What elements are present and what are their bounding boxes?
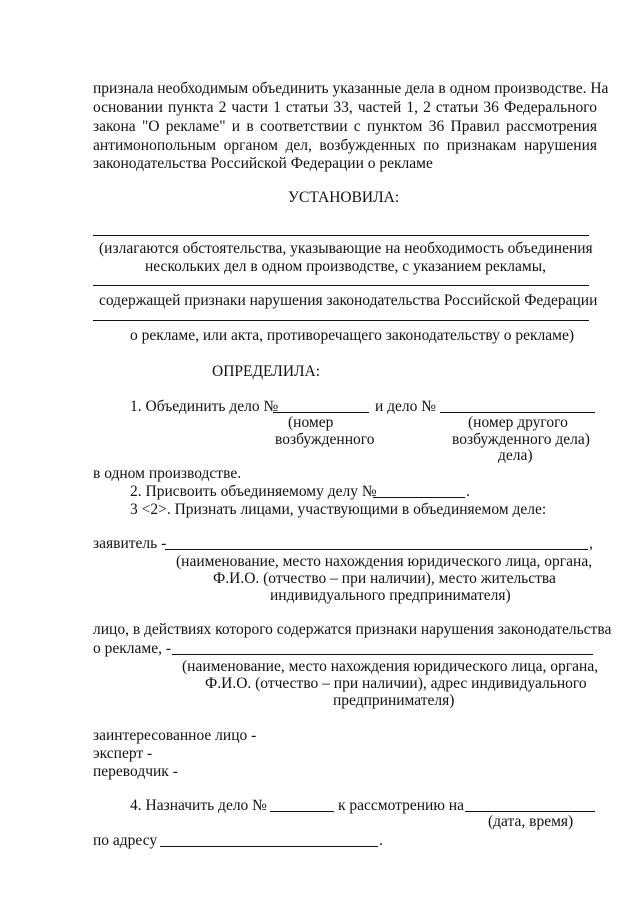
item4-text-2: к рассмотрению на: [338, 797, 464, 814]
established-hint-1: (излагаются обстоятельства, указывающие на необходимость объединения: [99, 240, 593, 257]
applicant-hint-1: (наименование, место нахождения юридического лица, органа,: [176, 553, 593, 570]
intro-line-2: основании пункта 2 части 1 статьи 33, частей 1, 2 статьи 36 Федерального: [93, 99, 597, 116]
violator-blank: [172, 654, 593, 655]
interested-person-label: заинтересованное лицо -: [93, 727, 257, 744]
item1-continuation: в одном производстве.: [93, 465, 242, 482]
intro-line-4: антимонопольным органом дел, возбужденных по признакам нарушения: [93, 137, 597, 154]
hint-case-number-4: возбужденного дела): [452, 431, 590, 448]
applicant-blank: [165, 549, 588, 550]
applicant-hint-2: Ф.И.О. (отчество – при наличии), место жительства: [213, 570, 556, 587]
other-case-number-blank: [440, 412, 595, 413]
established-hint-2: нескольких дел в одном производстве, с указанием рекламы,: [145, 258, 547, 275]
address-period: .: [379, 832, 383, 849]
case-number-blank: [273, 412, 369, 413]
applicant-hint-3: индивидуального предпринимателя): [270, 587, 511, 604]
hearing-date-hint: (дата, время): [488, 813, 574, 830]
intro-line-3: закона "О рекламе" и в соответствии с пунктом 36 Правил рассмотрения: [93, 118, 597, 135]
established-hint-3: содержащей признаки нарушения законодательства Российской Федерации: [99, 292, 598, 309]
new-case-number-blank: [373, 497, 465, 498]
address-label: по адресу: [93, 832, 158, 849]
hearing-case-number-blank: [270, 811, 334, 812]
violator-label-2: о рекламе, -: [93, 640, 171, 657]
blank-line: [93, 285, 589, 286]
applicant-comma: ,: [589, 535, 593, 552]
translator-label: переводчик -: [93, 763, 178, 780]
intro-line-5: законодательства Российской Федерации о рекламе: [93, 155, 433, 172]
decided-heading: ОПРЕДЕЛИЛА:: [212, 363, 321, 380]
established-heading: УСТАНОВИЛА:: [288, 189, 400, 206]
item1-text-2: и дело №: [375, 398, 437, 415]
violator-hint-2: Ф.И.О. (отчество – при наличии), адрес индивидуального: [205, 675, 587, 692]
violator-hint-1: (наименование, место нахождения юридического лица, органа,: [182, 658, 599, 675]
item2-text: 2. Присвоить объединяемому делу №: [130, 483, 377, 500]
expert-label: эксперт -: [93, 745, 153, 762]
item2-period: .: [466, 483, 470, 500]
established-hint-4: о рекламе, или акта, противоречащего законодательству о рекламе): [130, 327, 575, 344]
violator-label-1: лицо, в действиях которого содержатся признаки нарушения законодательства: [93, 621, 612, 638]
item1-text: 1. Объединить дело №: [130, 398, 279, 415]
hint-case-number-3: возбужденного: [275, 431, 375, 448]
intro-line-1: признала необходимым объединить указанные дела в одном производстве. На: [93, 80, 609, 97]
hint-case-number-1: (номер: [288, 414, 334, 431]
violator-hint-3: предпринимателя): [333, 692, 455, 709]
blank-line: [93, 320, 589, 321]
applicant-label: заявитель -: [93, 535, 167, 552]
hint-case-number-2: (номер другого: [468, 414, 568, 431]
hearing-date-blank: [465, 811, 595, 812]
item3-text: 3 <2>. Признать лицами, участвующими в объединяемом деле:: [130, 501, 547, 518]
hint-case-number-5: дела): [498, 447, 533, 464]
blank-line: [93, 235, 589, 236]
item4-text: 4. Назначить дело №: [130, 797, 267, 814]
address-blank: [160, 846, 378, 847]
